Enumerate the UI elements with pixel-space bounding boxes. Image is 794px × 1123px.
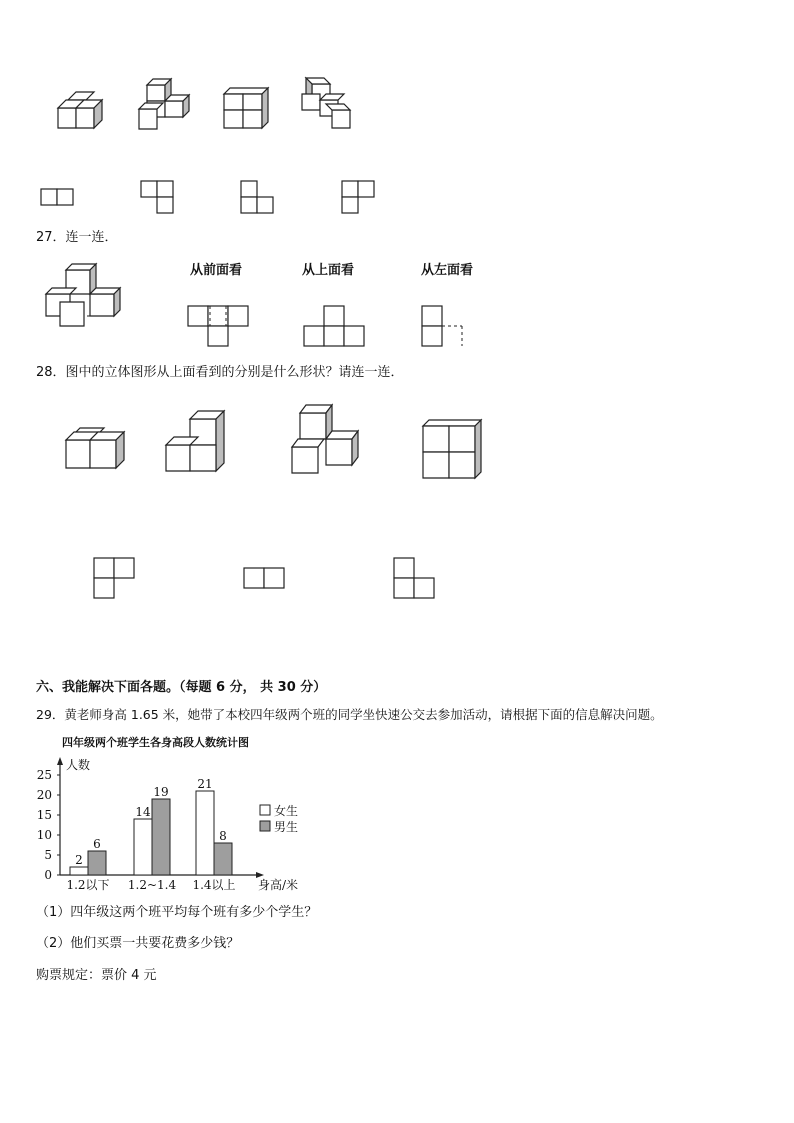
legend-swatch (260, 821, 270, 831)
x-axis-label: 身高/米 (258, 878, 299, 892)
top-view-4 (342, 181, 382, 221)
q28-view-2 (244, 568, 294, 598)
q29-sub1: （1）四年级这两个班平均每个班有多少个学生？ (36, 905, 318, 920)
q28-solid-2 (164, 411, 234, 481)
q28-view-3 (394, 558, 444, 608)
bar-value-label: 8 (219, 829, 227, 843)
q27-title: 27．连一连． (36, 230, 118, 245)
y-tick-label: 0 (44, 868, 52, 882)
left-view-shape (422, 306, 472, 356)
top-solid-4 (300, 78, 360, 138)
y-axis-label: 人数 (66, 758, 91, 772)
bar-女生-1 (134, 819, 152, 875)
top-view-2 (141, 181, 181, 221)
category-label: 1.2~1.4 (127, 878, 177, 892)
y-tick-label: 20 (36, 788, 52, 802)
ticket-rule: 购票规定：票价 4 元 (36, 968, 157, 983)
q28-view-1 (94, 558, 144, 608)
bar-value-label: 6 (93, 837, 101, 851)
legend-label: 女生 (274, 804, 299, 818)
view-label-left: 从左面看 (421, 263, 474, 278)
top-solid-2 (137, 83, 197, 143)
legend-label: 男生 (274, 820, 299, 834)
top-solid-1 (56, 90, 116, 150)
bar-女生-2 (196, 791, 214, 875)
y-tick-label: 25 (36, 768, 52, 782)
bar-value-label: 14 (135, 805, 151, 819)
bar-女生-0 (70, 867, 88, 875)
bar-value-label: 21 (197, 777, 213, 791)
legend-swatch (260, 805, 270, 815)
category-label: 1.4以上 (192, 878, 236, 892)
bar-男生-2 (214, 843, 232, 875)
bar-value-label: 19 (153, 785, 169, 799)
top-solid-3 (222, 86, 282, 146)
top-view-3 (241, 181, 281, 221)
view-label-top: 从上面看 (302, 263, 355, 278)
height-bar-chart (30, 755, 350, 895)
y-tick-label: 10 (36, 828, 52, 842)
q27-solid (44, 264, 134, 334)
bar-男生-0 (88, 851, 106, 875)
q28-solid-4 (421, 418, 491, 488)
q28-title: 28．图中的立体图形从上面看到的分别是什么形状？请连一连． (36, 365, 404, 380)
q29-sub2: （2）他们买票一共要花费多少钱？ (36, 936, 240, 951)
chart-title: 四年级两个班学生各身高段人数统计图 (62, 736, 249, 749)
category-label: 1.2以下 (66, 878, 110, 892)
top-view-shape (304, 306, 384, 356)
section6-heading: 六、我能解决下面各题。（每题 6 分， 共 30 分） (36, 680, 327, 695)
y-tick-label: 15 (36, 808, 52, 822)
bar-男生-1 (152, 799, 170, 875)
top-view-1 (41, 189, 81, 209)
bar-value-label: 2 (75, 853, 83, 867)
y-axis-arrow (57, 757, 63, 765)
front-view-shape (188, 306, 268, 356)
q28-solid-3 (290, 405, 370, 485)
y-tick-label: 5 (44, 848, 52, 862)
view-label-front: 从前面看 (190, 263, 243, 278)
q29-intro: 29．黄老师身高 1.65 米，她带了本校四年级两个班的同学坐快速公交去参加活动，请根据下面的信息解决问题。 (36, 707, 663, 722)
q28-solid-1 (64, 426, 134, 476)
